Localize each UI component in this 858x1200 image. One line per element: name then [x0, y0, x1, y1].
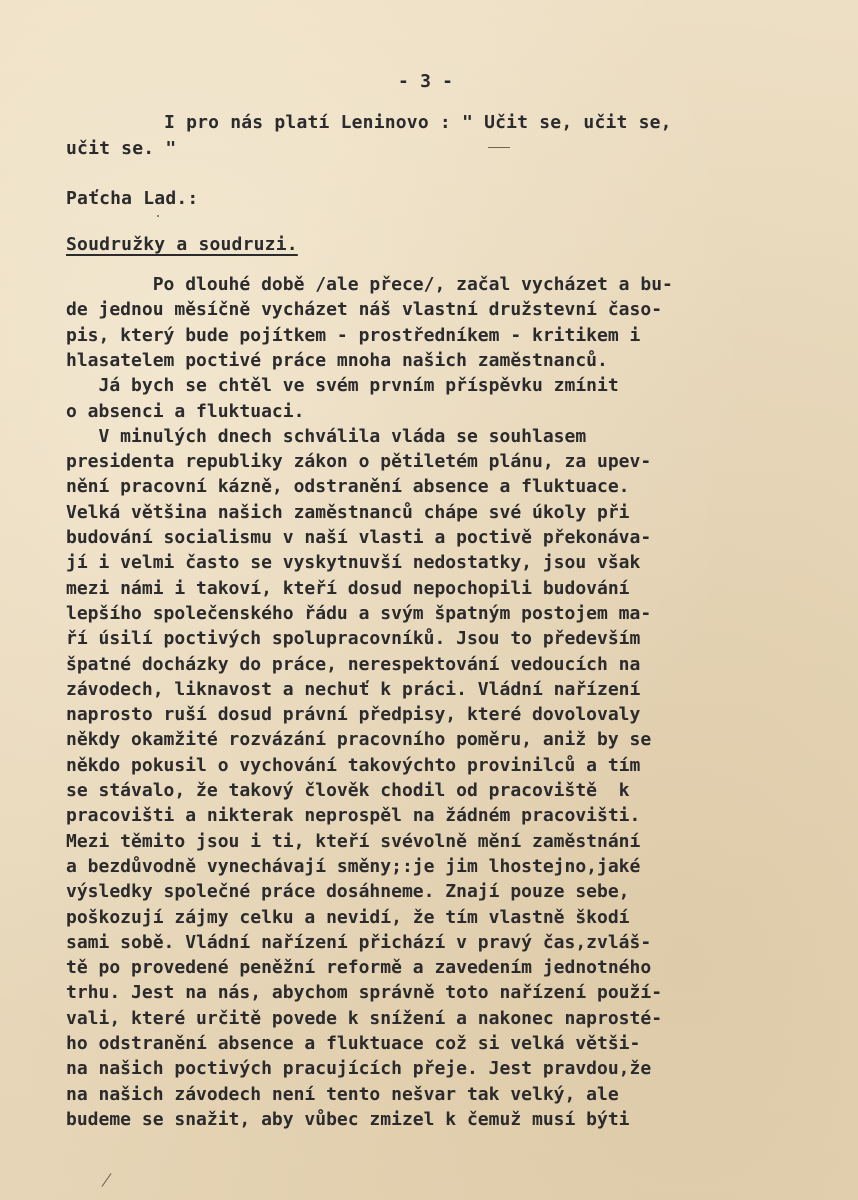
body-line: Velká většina našich zaměstnanců chápe své úkoly při — [66, 501, 630, 523]
body-line: Já bych se chtěl ve svém prvním příspěvku zmínit — [66, 375, 619, 397]
salutation-heading: Soudružky a soudruzi. — [66, 234, 298, 255]
body-line: vali, které určitě povede k snížení a nakonec naprosté- — [66, 1007, 663, 1029]
body-line: Po dlouhé době /ale přece/, začal vycházet a bu- — [66, 274, 673, 295]
body-line: presidenta republiky zákon o pětiletém plánu, za upev- — [66, 451, 652, 473]
body-line: Mezi těmito jsou i ti, kteří svévolně mění zaměstnání — [66, 830, 641, 852]
quote-line-2: učit se. " — [66, 138, 177, 159]
body-line: ří úsilí poctivých spolupracovníků. Jsou to především — [66, 628, 641, 650]
body-line: na našich poctivých pracujících přeje. Jest pravdou,že — [66, 1058, 652, 1080]
body-line: pracovišti a nikterak neprospěl na žádném pracovišti. — [66, 805, 641, 827]
pencil-mark — [488, 147, 510, 148]
body-line: sami sobě. Vládní nařízení přichází v pravý čas,zvláš- — [66, 931, 652, 953]
author-name: Paťcha Lad.: — [66, 188, 199, 209]
dot-mark — [157, 215, 159, 217]
body-line: poškozují zájmy celku a nevidí, že tím vlastně škodí — [66, 906, 630, 928]
body-line: na našich závodech není tento nešvar tak velký, ale — [66, 1083, 619, 1105]
quote-line-1: I pro nás platí Leninovo : " Učit se, učit se, — [164, 112, 672, 133]
body-line: o absenci a fluktuaci. — [66, 400, 305, 422]
body-line: se stávalo, že takový člověk chodil od pracoviště k — [66, 780, 630, 801]
body-line: a bezdůvodně vynechávají směny;:je jim lhostejno,jaké — [66, 855, 641, 877]
body-line: hlasatelem poctivé práce mnoha našich zaměstnanců. — [66, 349, 608, 371]
body-line: lepšího společenského řádu a svým špatným postojem ma- — [66, 602, 652, 624]
body-line: V minulých dnech schválila vláda se souhlasem — [66, 425, 587, 447]
body-line: ho odstranění absence a fluktuace což si velká větši- — [66, 1033, 641, 1054]
body-line: naprosto ruší dosud právní předpisy, které dovolovaly — [66, 704, 641, 726]
scratch-mark — [102, 1173, 112, 1187]
body-line: pis, který bude pojítkem - prostředníkem - kritikem i — [66, 324, 641, 346]
body-line: budování socialismu v naší vlasti a poctivě překonáva- — [66, 527, 652, 548]
body-line: někdy okamžité rozvázání pracovního poměru, aniž by se — [66, 729, 652, 751]
page-number: - 3 - — [398, 71, 454, 92]
body-line: budeme se snažit, aby vůbec zmizel k čemuž musí býti — [66, 1108, 630, 1130]
body-line: de jednou měsíčně vycházet náš vlastní družstevní časo- — [66, 299, 663, 321]
body-line: nění pracovní kázně, odstranění absence a fluktuace. — [66, 476, 630, 498]
body-line: mezi námi i takoví, kteří dosud nepochopili budování — [66, 577, 630, 599]
body-line: trhu. Jest na nás, abychom správně toto nařízení použí- — [66, 982, 663, 1004]
body-line: závodech, liknavost a nechuť k práci. Vládní nařízení — [66, 678, 641, 700]
body-line: špatné docházky do práce, nerespektování vedoucích na — [66, 653, 641, 675]
body-line: výsledky společné práce dosáhneme. Znají pouze sebe, — [66, 881, 630, 903]
body-line: někdo pokusil o vychování takovýchto provinilců a tím — [66, 754, 641, 776]
body-line: jí i velmi často se vyskytnuvší nedostatky, jsou však — [66, 552, 641, 574]
body-line: tě po provedené peněžní reformě a zavedením jednotného — [66, 957, 652, 979]
